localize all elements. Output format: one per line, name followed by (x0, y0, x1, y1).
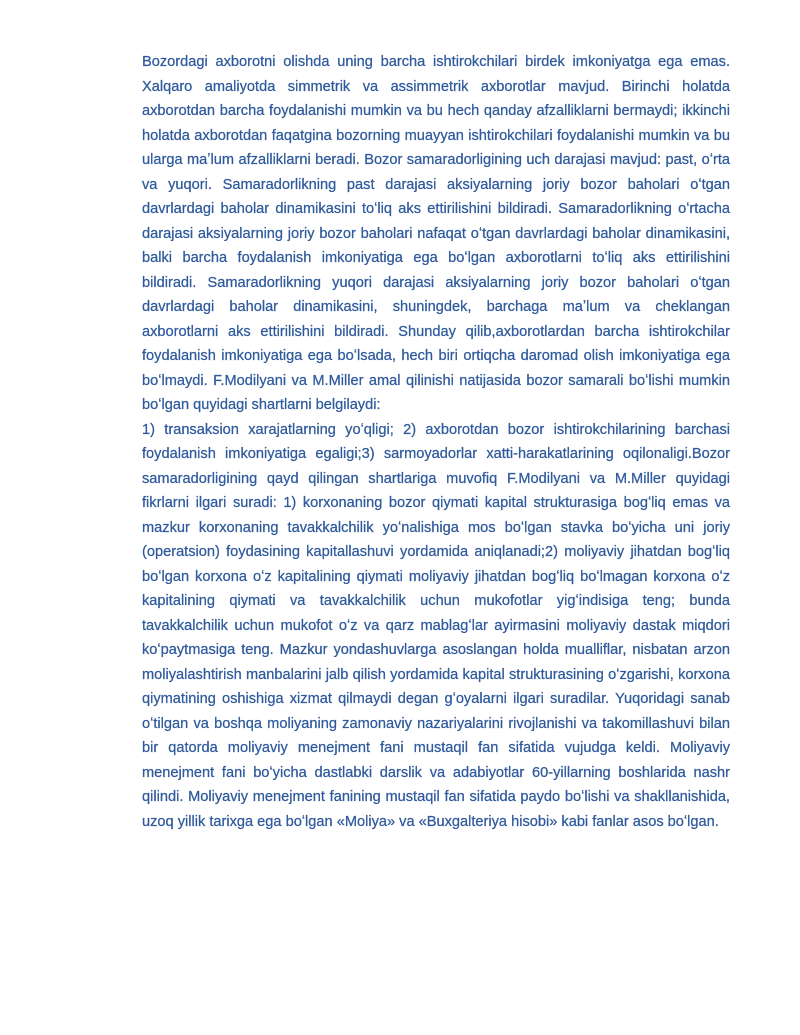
body-paragraph-2: 1) transaksion xarajatlarning yoʻqligi; 2) axborotdan bozor ishtirokchilarining barchasi foydalanish imkoniyatiga egaligi;3) sarmoyadorlar xatti-harakatlarining oqilonaligi.Bozor samaradorligining qayd qilingan shartlariga muvofiq F.Modilyani va M.Miller quyidagi fikrlarni ilgari suradi: 1) korxonaning bozor qiymati kapital strukturasiga bogʻliq emas va mazkur korxonaning tavakkalchilik yoʻnalishiga mos boʻlgan stavka boʻyicha uni joriy (operatsion) foydasining kapitallashuvi yordamida aniqlanadi;2) moliyaviy jihatdan bogʻliq boʻlgan korxona oʻz kapitalining qiymati moliyaviy jihatdan bogʻliq boʻlmagan korxona oʻz kapitalining qiymati va tavakkalchilik uchun mukofotlar yigʻindisiga teng; bunda tavakkalchilik uchun mukofot oʻz va qarz mablagʻlar ayirmasini moliyaviy dastak miqdori koʻpaytmasiga teng. Mazkur yondashuvlarga asoslangan holda mualliflar, nisbatan arzon moliyalashtirish manbalarini jalb qilish yordamida kapital strukturasining oʻzgarishi, korxona qiymatining oshishiga xizmat qilmaydi degan gʻoyalarni ilgari suradilar. Yuqoridagi sanab oʻtilgan va boshqa moliyaning zamonaviy nazariyalarini rivojlanishi va takomillashuvi bilan bir qatorda moliyaviy menejment fani mustaqil fan sifatida vujudga keldi. Moliyaviy menejment fani boʻyicha dastlabki darslik va adabiyotlar 60-yillarning boshlarida nashr qilindi. Moliyaviy menejment fanining mustaqil fan sifatida paydo boʻlishi va shakllanishida, uzoq yillik tarixga ega boʻlgan «Moliya» va «Buxgalteriya hisobi» kabi fanlar asos boʻlgan. (142, 421, 730, 830)
body-paragraph-1: Bozordagi axborotni olishda uning barcha ishtirokchilari birdek imkoniyatga ega emas. Xalqaro amaliyotda simmetrik va assimmetrik axborotlar mavjud. Birinchi holatda axborotdan barcha foydalanishi mumkin va bu hech qanday afzalliklarni bermaydi; ikkinchi holatda axborotdan faqatgina bozorning muayyan ishtirokchilari foydalanishi mumkin va bu ularga maʼlum afzalliklarni beradi. Bozor samaradorligining uch darajasi mavjud: past, oʻrta va yuqori. Samaradorlikning past darajasi aksiyalarning joriy bozor baholari oʻtgan davrlardagi baholar dinamikasini toʻliq aks ettirilishini bildiradi. Samaradorlikning oʻrtacha darajasi aksiyalarning joriy bozor baholari nafaqat oʻtgan davrlardagi baholar dinamikasini, balki barcha foydalanish imkoniyatiga ega boʻlgan axborotlarni toʻliq aks ettirilishini bildiradi. Samaradorlikning yuqori darajasi aksiyalarning joriy bozor baholari oʻtgan davrlardagi baholar dinamikasini, shuningdek, barchaga maʼlum va cheklangan axborotlarni aks ettirilishini bildiradi. Shunday qilib,axborotlardan barcha ishtirokchilar foydalanish imkoniyatiga ega boʻlsada, hech biri ortiqcha daromad olish imkoniyatiga ega boʻlmaydi. F.Modilyani va M.Miller amal qilinishi natijasida bozor samarali boʻlishi mumkin boʻlgan quyidagi shartlarni belgilaydi: (142, 54, 730, 413)
document-page (142, 50, 730, 834)
